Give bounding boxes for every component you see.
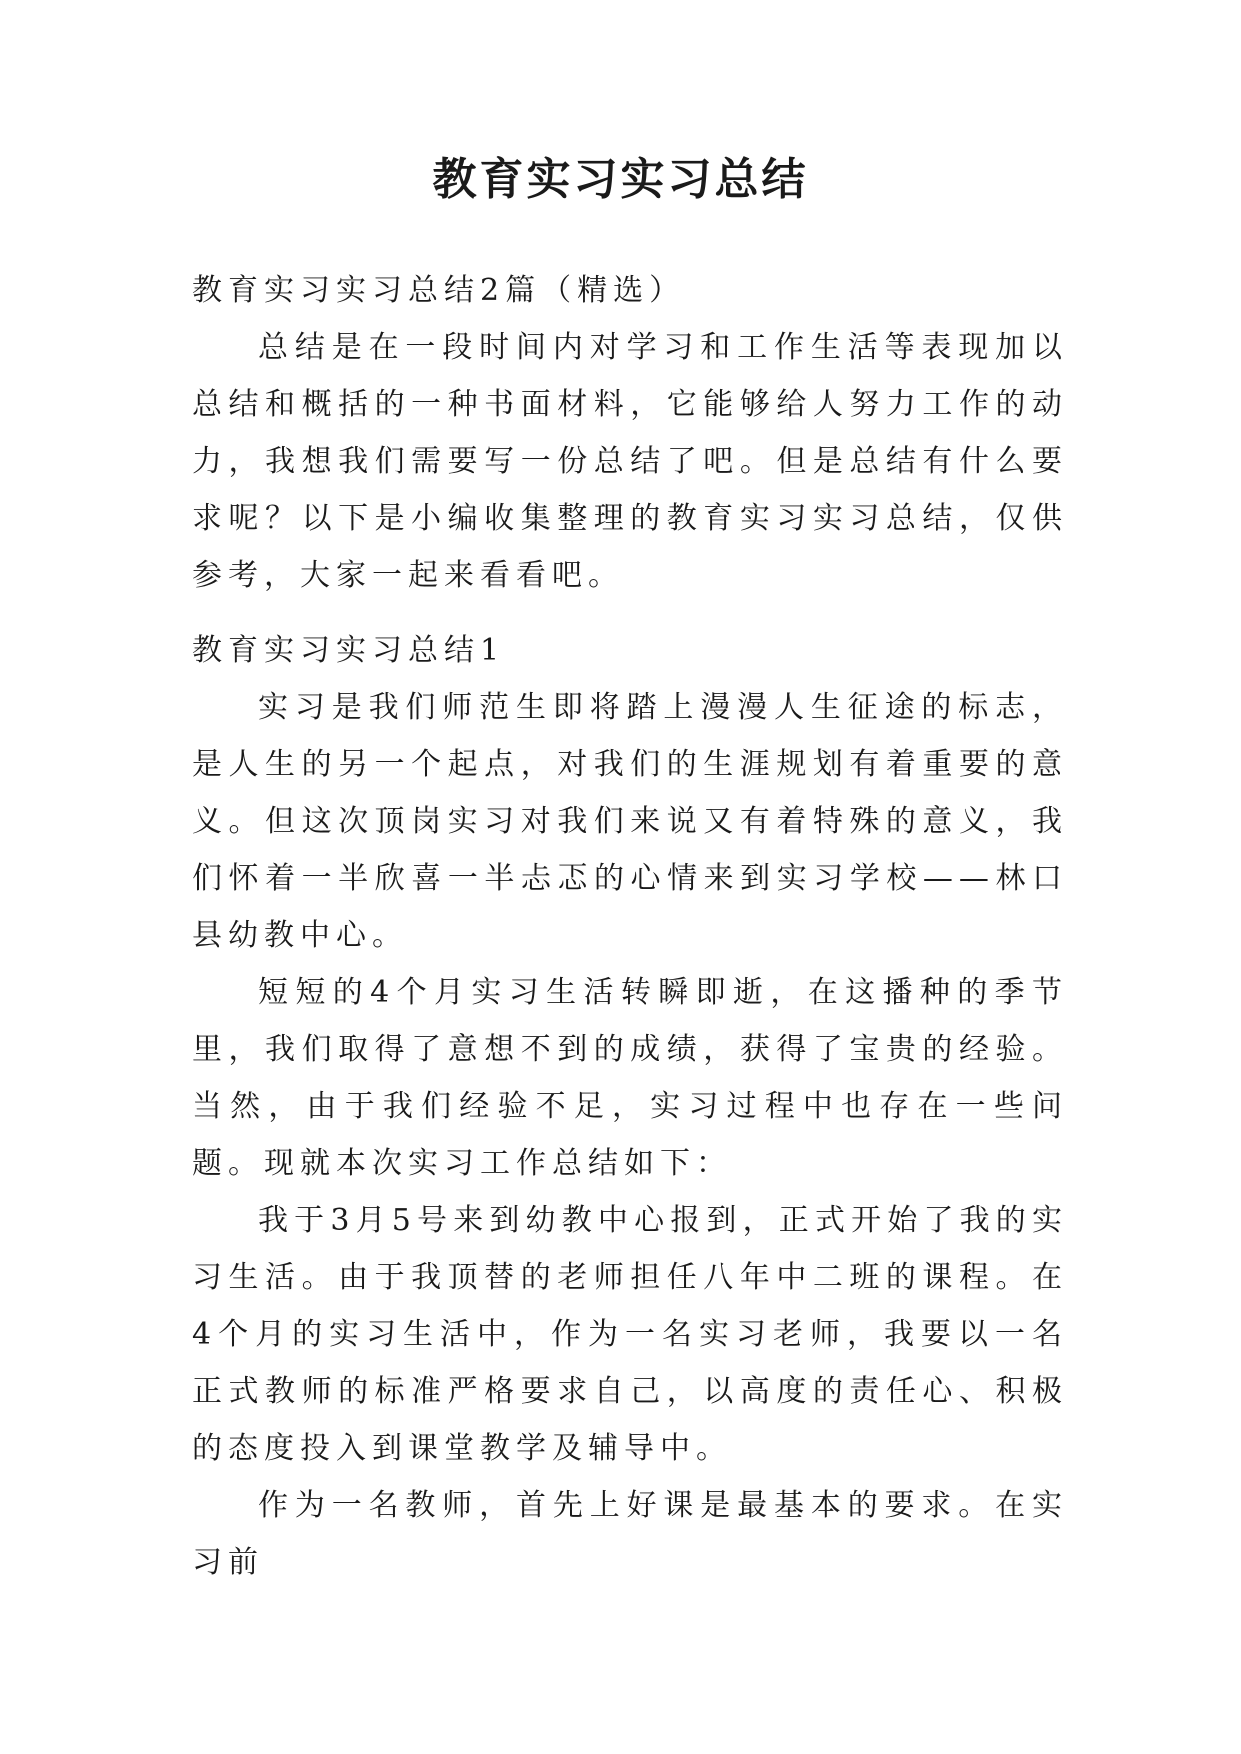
section-1-paragraph: 实习是我们师范生即将踏上漫漫人生征途的标志，是人生的另一个起点，对我们的生涯规划有着重要的意义。但这次顶岗实习对我们来说又有着特殊的意义，我们怀着一半欣喜一半忐忑的心情来到实习学校——林口县幼教中心。 — [192, 690, 1068, 953]
document-title: 教育实习实习总结 — [432, 154, 809, 205]
section-1-paragraph: 短短的4个月实习生活转瞬即逝，在这播种的季节里，我们取得了意想不到的成绩，获得了宝贵的经验。当然，由于我们经验不足，实习过程中也存在一些问题。现就本次实习工作总结如下： — [192, 975, 1068, 1181]
section-1-heading: 教育实习实习总结1 — [192, 633, 506, 668]
section-1-paragraph: 作为一名教师，首先上好课是最基本的要求。在实习前 — [192, 1488, 1068, 1580]
intro-section — [192, 262, 1068, 604]
intro-heading: 教育实习实习总结2篇（精选） — [192, 273, 686, 308]
intro-paragraph: 总结是在一段时间内对学习和工作生活等表现加以总结和概括的一种书面材料，它能够给人努力工作的动力，我想我们需要写一份总结了吧。但是总结有什么要求呢？以下是小编收集整理的教育实习实习总结，仅供参考，大家一起来看看吧。 — [192, 330, 1068, 593]
section-1 — [192, 622, 1068, 1591]
section-1-paragraph: 我于3月5号来到幼教中心报到，正式开始了我的实习生活。由于我顶替的老师担任八年中二班的课程。在4个月的实习生活中，作为一名实习老师，我要以一名正式教师的标准严格要求自己，以高度的责任心、积极的态度投入到课堂教学及辅导中。 — [192, 1203, 1068, 1466]
